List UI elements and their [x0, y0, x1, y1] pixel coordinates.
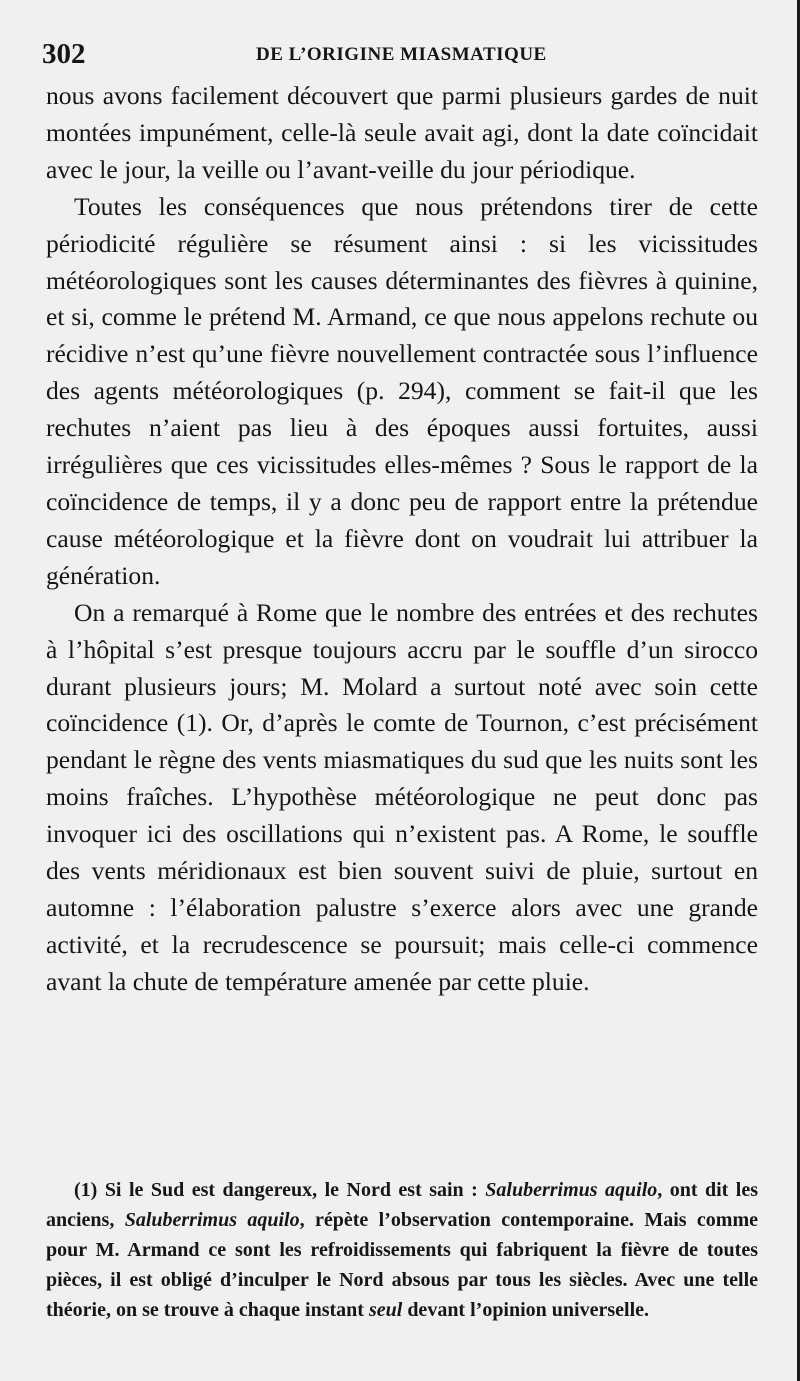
- footnote-text: [46, 1175, 758, 1325]
- footnote: [46, 1175, 758, 1325]
- main-text: [46, 78, 758, 1001]
- footnote-part: devant l’opinion universelle.: [402, 1299, 650, 1321]
- footnote-latin: Saluberrimus aquilo: [485, 1179, 658, 1201]
- footnote-latin: Saluberrimus aquilo: [124, 1209, 300, 1231]
- footnote-part: , ont dit les anciens,: [46, 1179, 759, 1231]
- paragraph: On a remarqué à Rome que le nombre des entrées et des rechutes à l’hôpital s’est presque toujours accru par le souffle d’un sirocco durant plusieurs jours; M. Molard a surtout noté avec soin cette coïncidence (1). Or, d’après le comte de Tournon, c’est précisément pendant le règne des vents miasmatiques du sud que les nuits sont les moins fraîches. L’hypothèse météorologique ne peut donc pas invoquer ici des oscillations qui n’existent pas. A Rome, le souffle des vents méridionaux est bien souvent suivi de pluie, surtout en automne : l’élaboration palustre s’exerce alors avec une grande activité, et la recrudescence se poursuit; mais celle-ci commence avant la chute de température amenée par cette pluie.: [46, 597, 758, 996]
- running-title: DE L’ORIGINE MIASMATIQUE: [256, 44, 547, 65]
- paragraph: nous avons facilement découvert que parmi plusieurs gardes de nuit montées impunément, celle-là seule avait agi, dont la date coïncidait avec le jour, la veille ou l’avant-veille du jour périodique.: [46, 81, 758, 184]
- paragraph: Toutes les conséquences que nous prétendons tirer de cette périodicité régulière se résument ainsi : si les vicissitudes météorologiques sont les causes déterminantes des fièvres à quinine, et si, comme le prétend M. Armand, ce que nous appelons rechute ou récidive n’est qu’une fièvre nouvellement contractée sous l’influence des agents météorologiques (p. 294), comment se fait-il que les rechutes n’aient pas lieu à des époques aussi fortuites, aussi irrégulières que ces vicissitudes elles-mêmes ? Sous le rapport de la coïncidence de temps, il y a donc peu de rapport entre la prétendue cause météorologique et la fièvre dont on voudrait lui attribuer la génération.: [46, 191, 758, 590]
- footnote-marker: (1): [74, 1179, 98, 1201]
- page-header: [42, 34, 757, 74]
- page-number: 302: [42, 38, 86, 70]
- footnote-emphasis: seul: [368, 1299, 403, 1321]
- footnote-part: Si le Sud est dangereux, le Nord est sain :: [104, 1179, 486, 1201]
- footnote-part: , répète l’observation contemporaine. Mais comme pour M. Armand ce sont les refroidissements qui fabriquent la fièvre de toutes pièces, il est obligé d’inculper le Nord absous par tous les siècles. Avec une telle théorie, on se trouve à chaque instant: [46, 1209, 758, 1321]
